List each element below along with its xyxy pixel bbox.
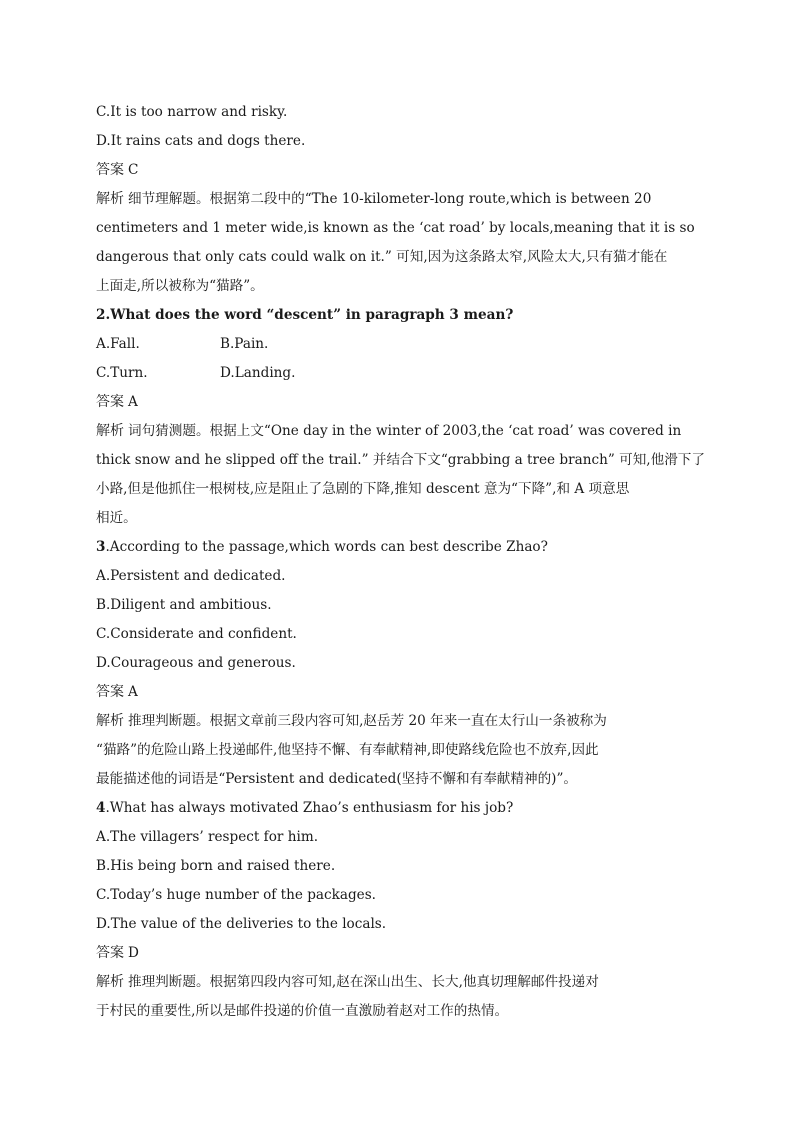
option-a: A.The villagers’ respect for him. xyxy=(96,829,319,845)
option-a: A.Persistent and dedicated. xyxy=(96,568,286,584)
question-number: 3 xyxy=(96,539,106,555)
option-b: B.His being born and raised there. xyxy=(96,858,336,874)
answer-value: C xyxy=(128,162,139,178)
question-text: .What has always motivated Zhao’s enthusiasm for his job? xyxy=(105,800,514,816)
analysis-label: 解析 xyxy=(96,713,124,729)
question-number: 2 xyxy=(96,307,106,323)
answer-value: A xyxy=(128,394,138,410)
option-d: D.Landing. xyxy=(220,365,296,381)
answer-line xyxy=(96,678,696,707)
analysis-text: 于村民的重要性,所以是邮件投递的价值一直激励着赵对工作的热情。 xyxy=(96,1003,509,1019)
question-4 xyxy=(96,794,696,823)
answer-value: D xyxy=(128,945,139,961)
document-page xyxy=(96,98,705,1026)
answer-value: A xyxy=(128,684,138,700)
analysis-text: 词句猜测题。根据上文“One day in the winter of 2003,the ‘cat road’ was covered in xyxy=(128,423,682,439)
analysis-text: 上面走,所以被称为“猫路”。 xyxy=(96,278,264,294)
analysis-label: 解析 xyxy=(96,191,124,207)
option-d: D.It rains cats and dogs there. xyxy=(96,133,306,149)
option-c: C.Turn. xyxy=(96,365,148,381)
analysis-text: 推理判断题。根据第四段内容可知,赵在深山出生、长大,他真切理解邮件投递对 xyxy=(128,974,599,990)
question-text: .According to the passage,which words can best describe Zhao? xyxy=(105,539,548,555)
option-c: C.Considerate and confident. xyxy=(96,626,297,642)
analysis-line xyxy=(96,185,696,214)
analysis-text: 细节理解题。根据第二段中的“The 10-kilometer-long route,which is between 20 xyxy=(128,191,652,207)
answer-label: 答案 xyxy=(96,394,124,410)
option-c: C.It is too narrow and risky. xyxy=(96,104,288,120)
analysis-text: 相近。 xyxy=(96,510,137,526)
analysis-line xyxy=(96,417,696,446)
question-text: .What does the word “descent” in paragraph 3 mean? xyxy=(105,307,514,323)
analysis-label: 解析 xyxy=(96,423,124,439)
options-row xyxy=(96,330,696,359)
analysis-line xyxy=(96,707,696,736)
analysis-text: dangerous that only cats could walk on it.” 可知,因为这条路太窄,风险太大,只有猫才能在 xyxy=(96,249,668,265)
option-d: D.Courageous and generous. xyxy=(96,655,296,671)
analysis-text: thick snow and he slipped off the trail.” 并结合下文“grabbing a tree branch” 可知,他滑下了 xyxy=(96,452,705,468)
question-number: 4 xyxy=(96,800,106,816)
options-row xyxy=(96,359,696,388)
option-b: B.Pain. xyxy=(220,336,269,352)
option-b: B.Diligent and ambitious. xyxy=(96,597,272,613)
answer-label: 答案 xyxy=(96,945,124,961)
option-d: D.The value of the deliveries to the locals. xyxy=(96,916,387,932)
analysis-text: 最能描述他的词语是“Persistent and dedicated(坚持不懈和有奉献精神的)”。 xyxy=(96,771,578,787)
answer-label: 答案 xyxy=(96,162,124,178)
answer-line xyxy=(96,939,696,968)
question-3 xyxy=(96,533,696,562)
analysis-text: 小路,但是他抓住一根树枝,应是阻止了急剧的下降,推知 descent 意为“下降”,和 A 项意思 xyxy=(96,481,630,497)
option-c: C.Today’s huge number of the packages. xyxy=(96,887,377,903)
answer-label: 答案 xyxy=(96,684,124,700)
analysis-label: 解析 xyxy=(96,974,124,990)
analysis-text: centimeters and 1 meter wide,is known as the ‘cat road’ by locals,meaning that it is so xyxy=(96,220,695,236)
analysis-text: “猫路”的危险山路上投递邮件,他坚持不懈、有奉献精神,即使路线危险也不放弃,因此 xyxy=(96,742,599,758)
answer-line xyxy=(96,388,696,417)
analysis-text: 推理判断题。根据文章前三段内容可知,赵岳芳 20 年来一直在太行山一条被称为 xyxy=(128,713,607,729)
analysis-line xyxy=(96,968,696,997)
option-a: A.Fall. xyxy=(96,336,140,352)
question-2 xyxy=(96,301,696,330)
answer-line xyxy=(96,156,696,185)
